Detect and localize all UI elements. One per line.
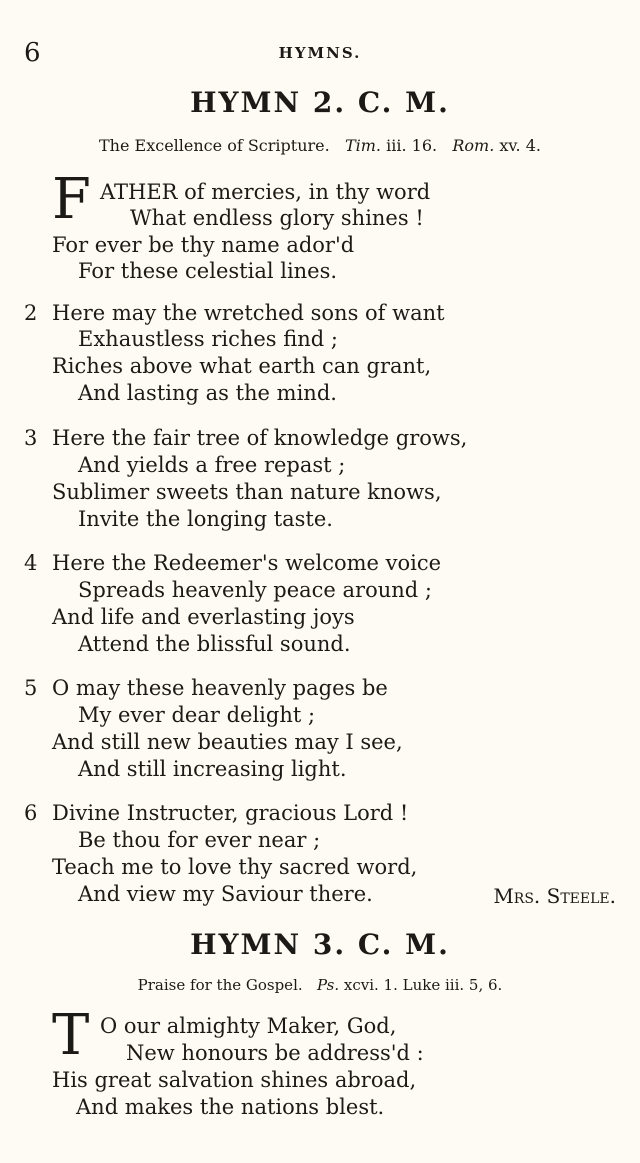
- verse-number: 2: [24, 301, 38, 325]
- hymn-2-line: What endless glory shines !: [130, 206, 424, 230]
- verse-number: 6: [24, 801, 38, 825]
- stanza-line: And life and everlasting joys: [52, 605, 355, 629]
- verse-number: 4: [24, 551, 38, 575]
- hymn-3-subtitle: [0, 976, 640, 994]
- hymn-2-line: For ever be thy name ador'd: [52, 233, 355, 257]
- hymn-2-ref1-rest: iii. 16.: [386, 136, 438, 155]
- hymn-2-title: HYMN 2. C. M.: [190, 86, 450, 119]
- stanza-line: And still increasing light.: [78, 757, 347, 781]
- stanza-line: 6 Divine Instructer, gracious Lord !: [24, 801, 409, 825]
- running-head: HYMNS.: [278, 44, 362, 62]
- stanza-line: Be thou for ever near ;: [78, 828, 321, 852]
- hymn-3-dropcap: T: [52, 1003, 90, 1068]
- hymn-2-line: For these celestial lines.: [78, 259, 338, 283]
- stanza-line: Spreads heavenly peace around ;: [78, 578, 432, 602]
- hymn-3-line: O our almighty Maker, God,: [100, 1014, 397, 1038]
- hymn-3-ref1-rest: xcvi. 1. Luke iii. 5, 6.: [343, 976, 503, 994]
- hymn-2-line: ATHER of mercies, in thy word: [100, 180, 431, 204]
- stanza-line: Invite the longing taste.: [78, 507, 333, 531]
- hymn-2-dropcap: F: [52, 167, 91, 232]
- hymn-2-subtitle-text: The Excellence of Scripture.: [99, 136, 330, 155]
- hymn-3-line: New honours be address'd :: [126, 1041, 424, 1065]
- hymn-3-line: His great salvation shines abroad,: [52, 1068, 417, 1092]
- stanza-line: Exhaustless riches find ;: [78, 327, 338, 351]
- stanza-line: And still new beauties may I see,: [52, 730, 403, 754]
- stanza-line: 3 Here the fair tree of knowledge grows,: [24, 426, 468, 450]
- stanza-line: 2 Here may the wretched sons of want: [24, 301, 445, 325]
- stanza-line: And yields a free repast ;: [78, 453, 346, 477]
- stanza-line: 4 Here the Redeemer's welcome voice: [24, 551, 442, 575]
- hymn-2-ref1-book: Tim.: [344, 136, 382, 155]
- stanza-line: Riches above what earth can grant,: [52, 354, 432, 378]
- stanza-line: My ever dear delight ;: [78, 703, 316, 727]
- author-attribution: Mrs. Steele.: [493, 884, 616, 908]
- verse-number: 5: [24, 676, 38, 700]
- stanza-line: Sublimer sweets than nature knows,: [52, 480, 442, 504]
- hymn-3-ref1-book: Ps.: [316, 976, 340, 994]
- stanza-line: And lasting as the mind.: [78, 381, 337, 405]
- hymn-3-title: HYMN 3. C. M.: [190, 928, 450, 961]
- hymn-2-subtitle: [0, 136, 640, 155]
- stanza-line: Attend the blissful sound.: [78, 632, 351, 656]
- hymn-3-line: And makes the nations blest.: [76, 1095, 385, 1119]
- hymn-3-subtitle-text: Praise for the Gospel.: [137, 976, 303, 994]
- verse-number: 3: [24, 426, 38, 450]
- hymn-2-ref2-book: Rom.: [452, 136, 495, 155]
- stanza-line: 5 O may these heavenly pages be: [24, 676, 388, 700]
- page-number: 6: [24, 38, 41, 68]
- stanza-line: And view my Saviour there.: [78, 882, 373, 906]
- hymn-2-ref2-rest: xv. 4.: [499, 136, 541, 155]
- stanza-line: Teach me to love thy sacred word,: [52, 855, 418, 879]
